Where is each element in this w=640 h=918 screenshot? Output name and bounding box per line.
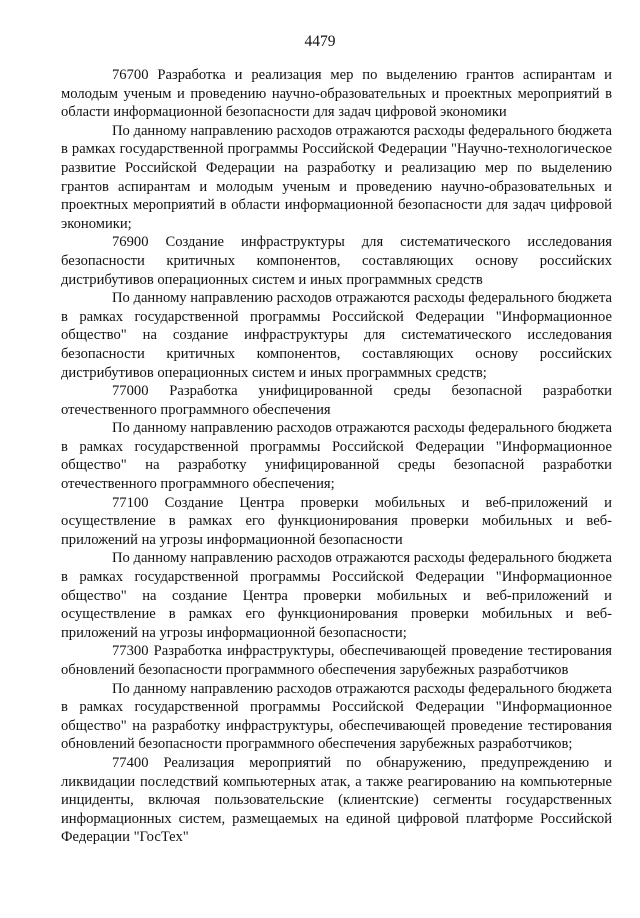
paragraph-76900-heading: 76900 Создание инфраструктуры для систематического исследования безопасности критичных компонентов, составляющих основу российских дистрибутивов операционных систем и иных программных средств — [61, 234, 612, 288]
paragraph-77000-heading: 77000 Разработка унифицированной среды безопасной разработки отечественного программного обеспечения — [61, 383, 612, 418]
paragraph-77300-description: По данному направлению расходов отражаются расходы федерального бюджета в рамках государственной программы Российской Федерации "Информационное общество" на разработку инфраструктуры, обеспечивающей проведение тестирования обновлений безопасности программного обеспечения зарубежных разработчиков; — [61, 680, 612, 753]
paragraph-77100-description: По данному направлению расходов отражаются расходы федерального бюджета в рамках государственной программы Российской Федерации "Информационное общество" на создание Центра проверки мобильных и веб-приложений и осуществление в рамках его функционирования проверки мобильных и веб-приложений на угрозы информационной безопасности; — [61, 550, 612, 641]
page-number: 4479 — [304, 33, 336, 50]
paragraph-76900-description: По данному направлению расходов отражаются расходы федерального бюджета в рамках государственной программы Российской Федерации "Информационное общество" на создание инфраструктуры для систематического исследования безопасности критичных компонентов, составляющих основу российских дистрибутивов операционных систем и иных программных средств; — [61, 290, 612, 381]
paragraph-77000-description: По данному направлению расходов отражаются расходы федерального бюджета в рамках государственной программы Российской Федерации "Информационное общество" на разработку унифицированной среды безопасной разработки отечественного программного обеспечения; — [61, 420, 612, 493]
paragraph-77400-heading: 77400 Реализация мероприятий по обнаружению, предупреждению и ликвидации последствий компьютерных атак, а также реагированию на компьютерные инциденты, включая пользовательские (клиентские) сегменты государственных информационных систем, размещаемых на единой цифровой платформе Российской Федерации "ГосТех" — [61, 754, 612, 846]
paragraph-77300-heading: 77300 Разработка инфраструктуры, обеспечивающей проведение тестирования обновлений безопасности программного обеспечения зарубежных разработчиков — [61, 643, 612, 678]
document-body — [61, 66, 612, 847]
paragraph-76700-description: По данному направлению расходов отражаются расходы федерального бюджета в рамках государственной программы Российской Федерации "Научно-технологическое развитие Российской Федерации на разработку и реализацию мер по выделению грантов аспирантам и молодым ученым и проведению научно-образовательных и проектных мероприятий в области информационной безопасности для задач цифровой экономики; — [61, 122, 612, 232]
paragraph-76700-heading: 76700 Разработка и реализация мер по выделению грантов аспирантам и молодым ученым и проведению научно-образовательных и проектных мероприятий в области информационной безопасности для задач цифровой экономики — [61, 67, 612, 121]
paragraph-77100-heading: 77100 Создание Центра проверки мобильных и веб-приложений и осуществление в рамках его функционирования проверки мобильных и веб-приложений на угрозы информационной безопасности — [61, 494, 612, 548]
